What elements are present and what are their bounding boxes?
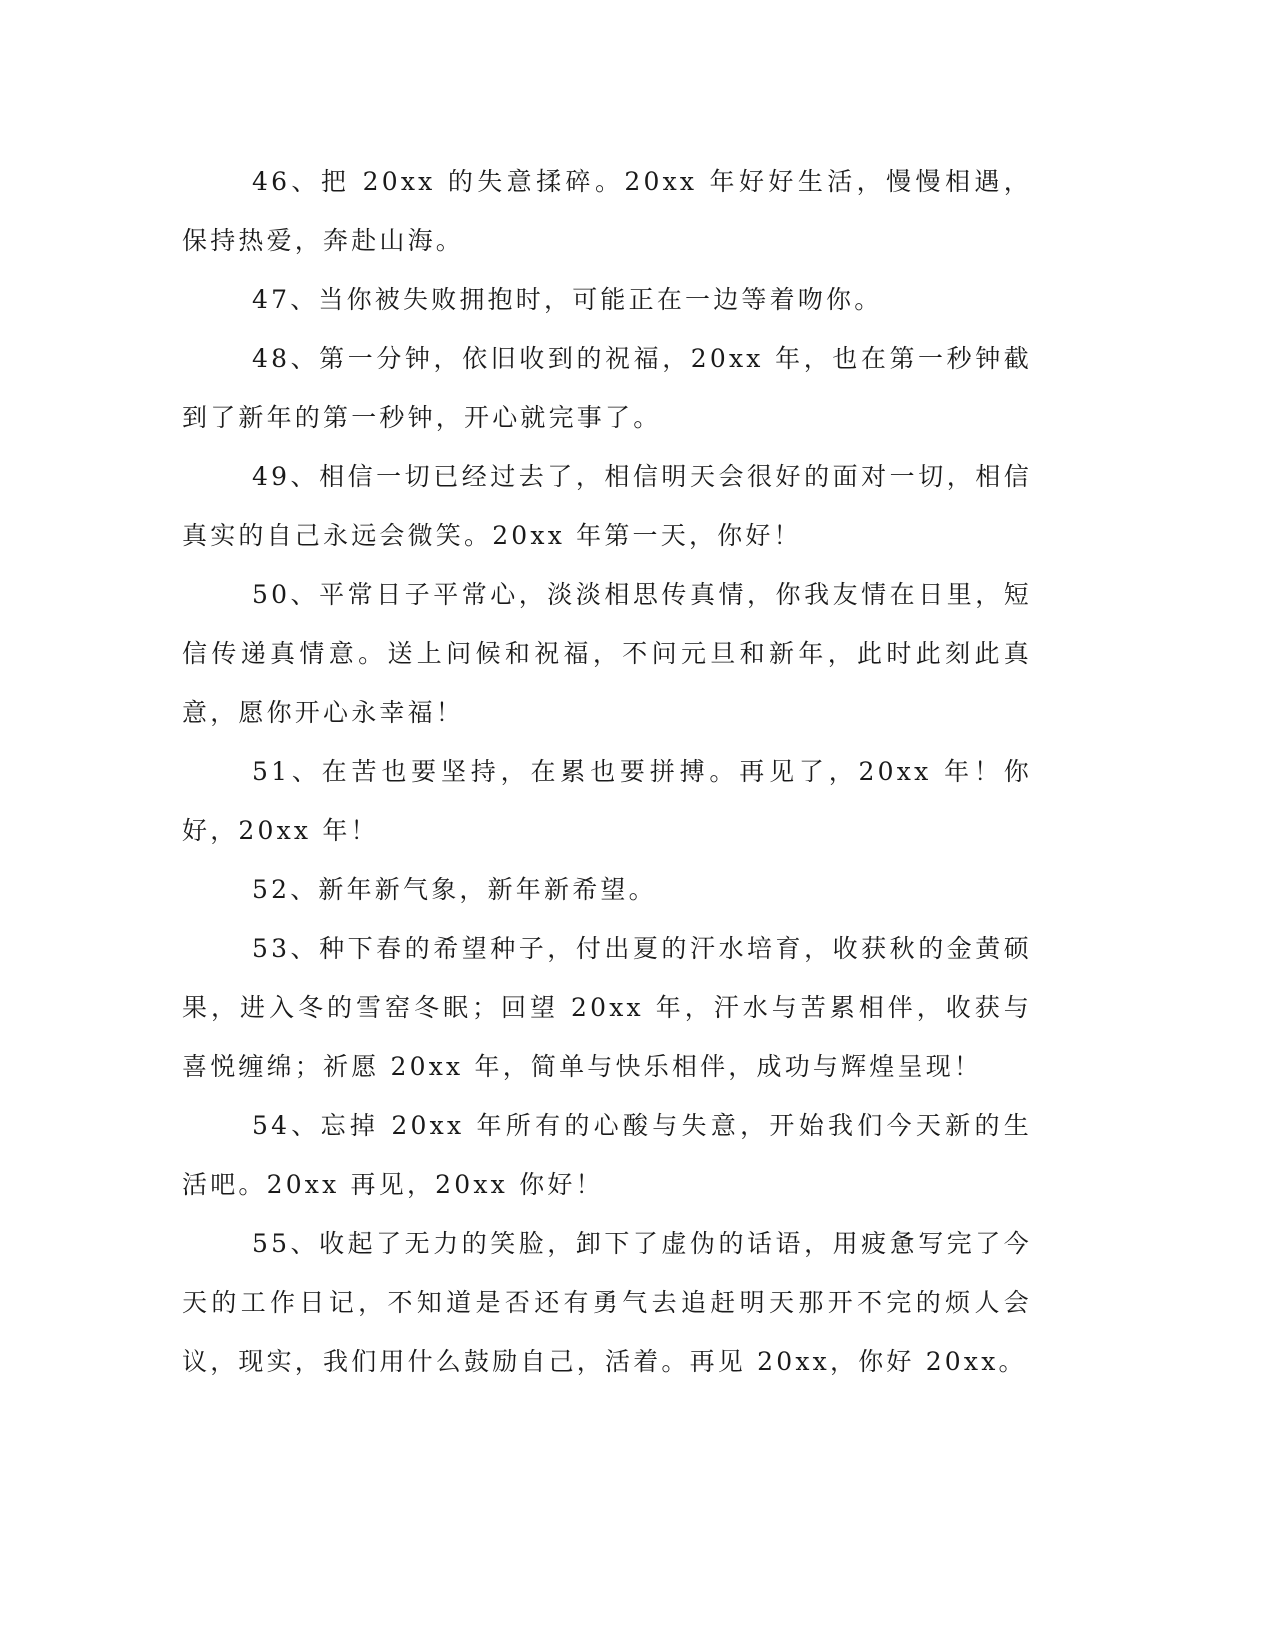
paragraph-52: 52、新年新气象，新年新希望。 (252, 875, 657, 904)
paragraph-47: 47、当你被失败拥抱时，可能正在一边等着吻你。 (252, 285, 883, 314)
paragraph-48: 48、第一分钟，依旧收到的祝福，20xx 年，也在第一秒钟截到了新年的第一秒钟，开心就完事了。 (182, 344, 1032, 432)
document-body (182, 152, 1032, 1391)
paragraph-46: 46、把 20xx 的失意揉碎。20xx 年好好生活，慢慢相遇，保持热爱，奔赴山海。 (182, 167, 1032, 255)
paragraph-55: 55、收起了无力的笑脸，卸下了虚伪的话语，用疲惫写完了今天的工作日记，不知道是否还有勇气去追赶明天那开不完的烦人会议，现实，我们用什么鼓励自己，活着。再见 20xx，你好 20xx。 (182, 1229, 1032, 1376)
paragraph-54: 54、忘掉 20xx 年所有的心酸与失意，开始我们今天新的生活吧。20xx 再见，20xx 你好！ (182, 1111, 1032, 1199)
paragraph-49: 49、相信一切已经过去了，相信明天会很好的面对一切，相信真实的自己永远会微笑。20xx 年第一天，你好！ (182, 462, 1032, 550)
paragraph-53: 53、种下春的希望种子，付出夏的汗水培育，收获秋的金黄硕果，进入冬的雪窑冬眠；回望 20xx 年，汗水与苦累相伴，收获与喜悦缠绵；祈愿 20xx 年，简单与快乐相伴，成功与辉煌呈现！ (182, 934, 1032, 1081)
paragraph-51: 51、在苦也要坚持，在累也要拼搏。再见了，20xx 年！你好，20xx 年！ (182, 757, 1032, 845)
paragraph-50: 50、平常日子平常心，淡淡相思传真情，你我友情在日里，短信传递真情意。送上问候和祝福，不问元旦和新年，此时此刻此真意，愿你开心永幸福！ (182, 580, 1032, 727)
